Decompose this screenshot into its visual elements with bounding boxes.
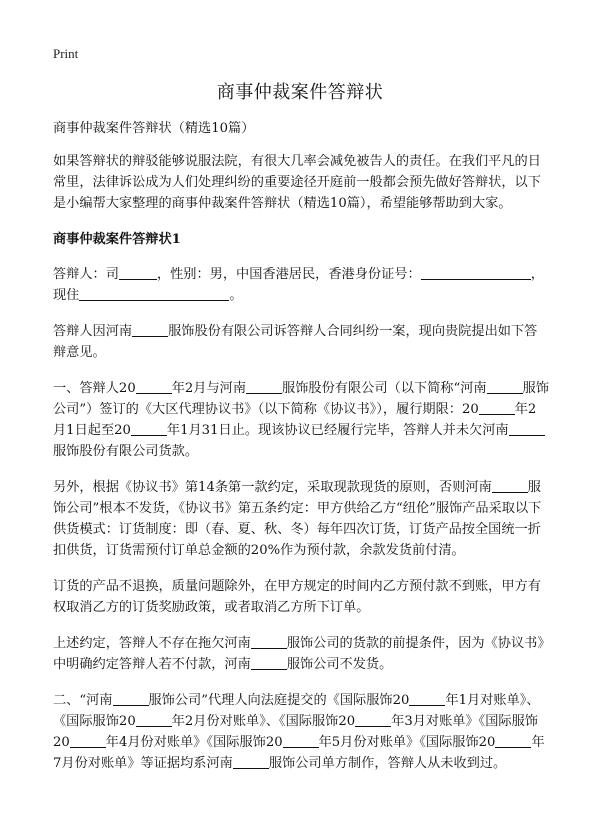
text-segment: 服饰股份有限公司诉答辩人合同纠纷一案，现向贵院提出如下答辩意见。 [53,324,538,360]
text-segment: 年4月份对账单》《国际服饰20 [105,735,283,750]
text-segment: 服饰公司”根本不发货，《协议书》第五条约定：甲方供给乙方“纽伦”服饰产品采取以下供货模式：订货制度：即（春、夏、秋、冬）每年四次订货，订货产品按全国统一折扣供货，订货需预付订单总金额的20%作为预付款，余款发货前付清。 [53,480,542,558]
text-segment: 年5月份对账单》《国际服饰20 [318,735,496,750]
blank [509,421,545,436]
document-body [53,118,549,789]
blank [283,733,319,748]
text-segment: 年1月对账单》、《国际服饰20 [53,693,540,729]
text-segment: 另外，根据《协议书》第14条第一款约定，采取现款现货的原则，否则河南 [53,480,492,495]
blank [246,379,282,394]
section-heading: 商事仲裁案件答辩状1 [53,232,181,247]
blank [479,400,515,415]
blank [132,322,168,337]
text-segment: 。 [229,288,243,303]
text-segment: 年3月对账单》《国际服饰20 [53,714,538,750]
text-segment: 服饰股份有限公司（以下简称“河南 [282,381,487,396]
text-segment: 答辩人：司 [53,267,119,282]
text-segment: 一、答辩人20 [53,381,136,396]
goods-terms-paragraph: 订货的产品不退换，质量问题除外，在甲方规定的时间内乙方预付款不到账，甲方有权取消乙方的订货奖励政策，或者取消乙方所下订单。 [53,579,541,615]
text-segment: ，性别：男，中国香港居民，香港身份证号： [156,267,421,282]
text-segment: 服饰公司”）签订的《大区代理协议书》（以下简称《协议书》），履行期限：20 [53,381,549,417]
point-two-paragraph [53,690,549,774]
text-segment: 年2月1日起至20 [53,402,537,438]
blank [131,421,167,436]
blank [355,712,391,727]
text-segment: 上述约定，答辩人不存在拖欠河南 [53,636,251,651]
text-segment: 年1月31日止。现该协议已经履行完毕，答辩人并未欠河南 [166,423,509,438]
text-segment: 年2月份对账单》、《国际服饰20 [171,714,356,729]
conclusion-paragraph [53,633,549,675]
text-segment: 二、“河南 [53,693,113,708]
text-segment: 服饰公司不发货。 [286,657,393,672]
text-segment: 服饰股份有限公司货款。 [53,444,199,459]
blank [487,379,523,394]
case-intro-paragraph [53,321,549,363]
address-blank [79,286,229,301]
blank [113,691,149,706]
document-subtitle: 商事仲裁案件答辩状（精选10篇） [53,121,255,136]
intro-paragraph: 如果答辩状的辩驳能够说服法院，有很大几率会减免被告人的责任。在我们平凡的日常里，法律诉讼成为人们处理纠纷的重要途径开庭前一般都会预先做好答辩状，以下是小编帮大家整理的商事仲裁案件答辩状（精选10篇），希望能够帮助到大家。 [53,154,541,211]
additional-terms-paragraph [53,477,549,561]
blank [492,478,528,493]
id-number-blank [421,265,531,280]
blank [251,634,287,649]
text-segment: ，现住 [53,267,544,303]
blank [136,379,172,394]
page-title: 商事仲裁案件答辩状 [216,82,384,103]
text-segment: 年7月份对账单》等证据均系河南 [53,735,545,771]
text-segment: 服饰公司”代理人向法庭提交的《国际服饰20 [148,693,410,708]
blank [409,691,445,706]
blank [233,754,269,769]
blank [70,733,106,748]
point-one-paragraph [53,378,549,462]
respondent-info-paragraph [53,264,549,306]
print-link[interactable]: Print [53,46,79,61]
blank [495,733,531,748]
blank [136,712,172,727]
text-segment: 服饰公司的货款的前提条件，因为《协议书》中明确约定答辩人若不付款，河南 [53,636,544,672]
blank [251,655,287,670]
text-segment: 年2月与河南 [171,381,247,396]
name-blank [119,265,157,280]
text-segment: 服饰公司单方制作，答辩人从未收到过。 [268,756,507,771]
text-segment: 答辩人因河南 [53,324,133,339]
